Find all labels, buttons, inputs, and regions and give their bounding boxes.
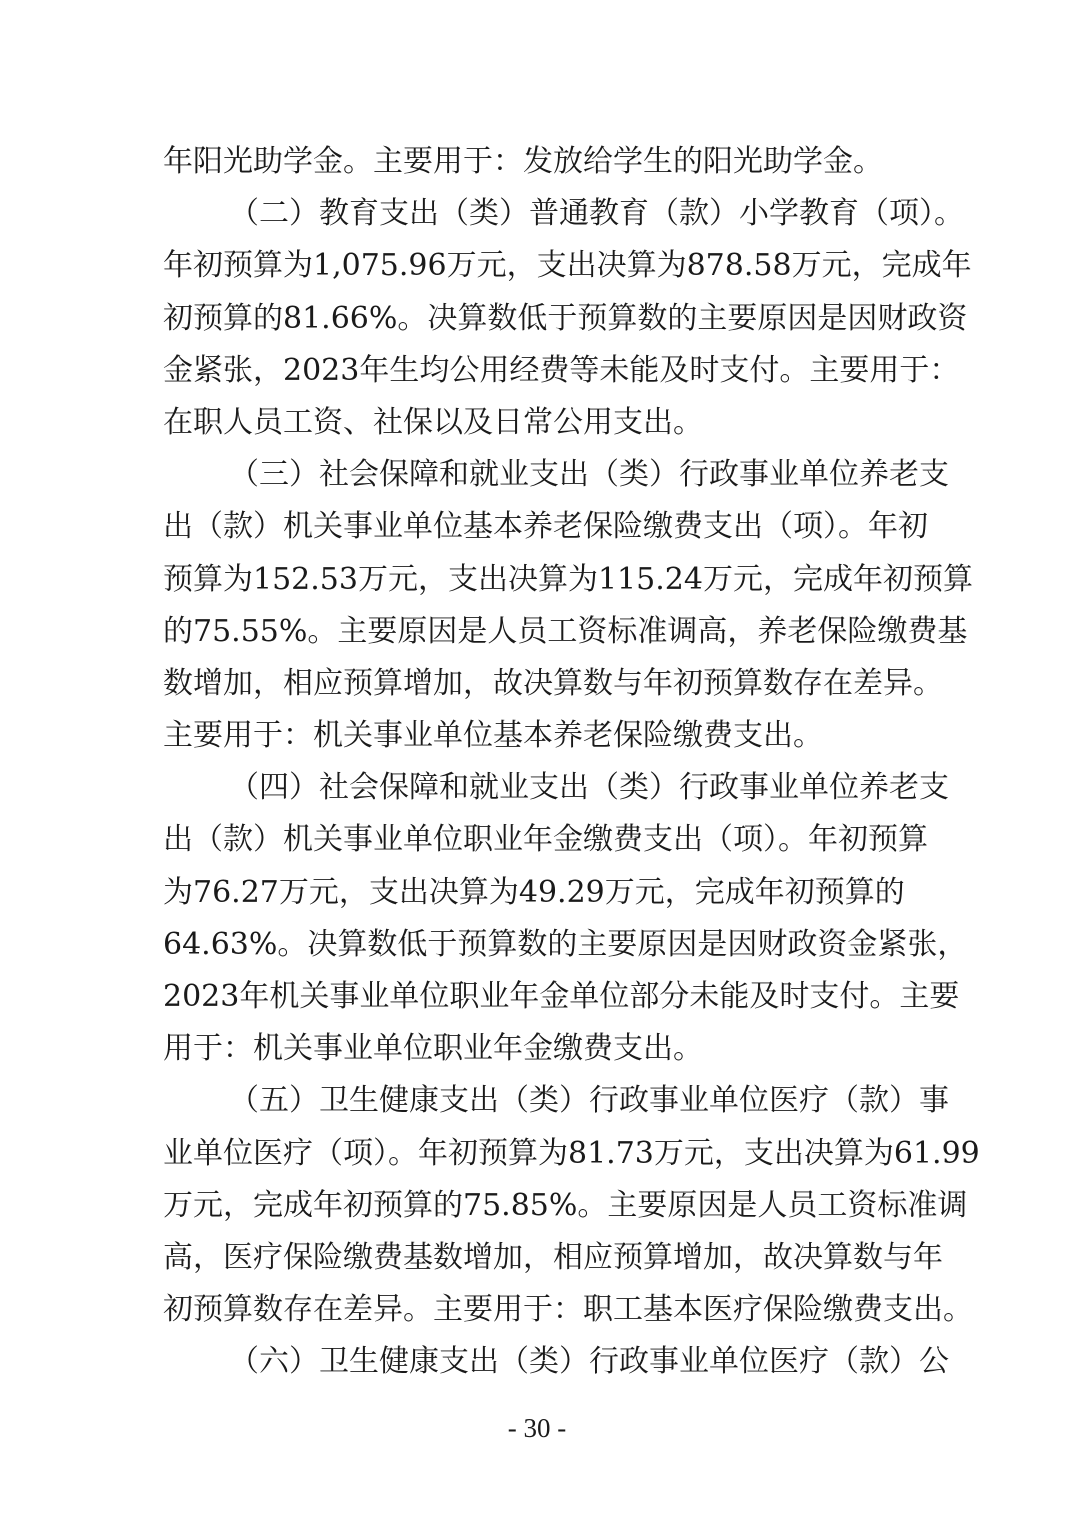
text-line: 出（款）机关事业单位基本养老保险缴费支出（项）。年初 (163, 509, 928, 545)
text-line: 万元，完成年初预算的75.85%。主要原因是人员工资标准调 (163, 1187, 968, 1223)
text-line: 为76.27万元，支出决算为49.29万元，完成年初预算的 (163, 874, 905, 910)
document-body (163, 136, 980, 1389)
text-line: 64.63%。决算数低于预算数的主要原因是因财政资金紧张， (163, 926, 968, 962)
text-line: 金紧张，2023年生均公用经费等未能及时支付。主要用于： (163, 352, 960, 388)
text-line: （三）社会保障和就业支出（类）行政事业单位养老支 (229, 457, 949, 493)
text-line: 年阳光助学金。主要用于：发放给学生的阳光助学金。 (163, 144, 883, 179)
text-line: 用于：机关事业单位职业年金缴费支出。 (163, 1031, 703, 1067)
text-line: 初预算的81.66%。决算数低于预算数的主要原因是因财政资 (163, 300, 968, 336)
text-line: （二）教育支出（类）普通教育（款）小学教育（项）。 (229, 196, 964, 232)
text-line: 数增加，相应预算增加，故决算数与年初预算数存在差异。 (163, 665, 943, 701)
text-line: （五）卫生健康支出（类）行政事业单位医疗（款）事 (229, 1083, 949, 1119)
text-line: 的75.55%。主要原因是人员工资标准调高，养老保险缴费基 (163, 613, 968, 649)
text-line: 业单位医疗（项）。年初预算为81.73万元，支出决算为61.99 (163, 1135, 980, 1171)
text-line: 高，医疗保险缴费基数增加，相应预算增加，故决算数与年 (163, 1239, 943, 1275)
text-line: 初预算数存在差异。主要用于：职工基本医疗保险缴费支出。 (163, 1292, 973, 1328)
text-line: 预算为152.53万元，支出决算为115.24万元，完成年初预算 (163, 561, 973, 597)
text-line: 主要用于：机关事业单位基本养老保险缴费支出。 (163, 718, 823, 754)
text-line: 出（款）机关事业单位职业年金缴费支出（项）。年初预算 (163, 822, 928, 858)
page-number: - 30 - (507, 1413, 567, 1443)
text-line: （六）卫生健康支出（类）行政事业单位医疗（款）公 (229, 1344, 949, 1380)
text-line: （四）社会保障和就业支出（类）行政事业单位养老支 (229, 770, 949, 806)
text-line: 年初预算为1,075.96万元，支出决算为878.58万元，完成年 (163, 248, 972, 284)
text-line: 在职人员工资、社保以及日常公用支出。 (163, 404, 703, 440)
text-line: 2023年机关事业单位职业年金单位部分未能及时支付。主要 (163, 979, 960, 1014)
